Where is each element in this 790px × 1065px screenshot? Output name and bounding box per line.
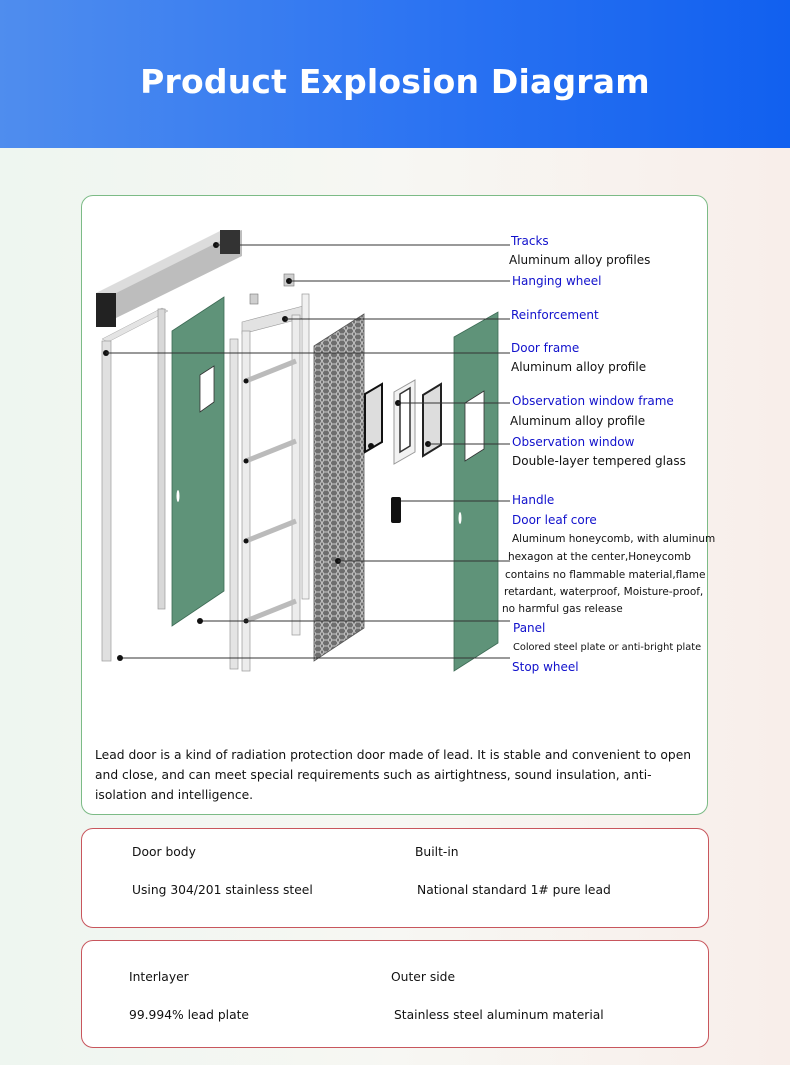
- label-observation-window: Observation window: [512, 435, 635, 449]
- spec-heading-left: Interlayer: [129, 970, 189, 984]
- observation-window-part: [365, 380, 441, 464]
- desc-core-line-3: contains no flammable material,flame: [505, 569, 706, 581]
- desc-door-frame: Aluminum alloy profile: [511, 360, 647, 374]
- desc-core-line-1: Aluminum honeycomb, with aluminum: [512, 533, 716, 545]
- label-handle: Handle: [512, 493, 555, 507]
- door-frame-part: [102, 308, 168, 661]
- spec-value-right: Stainless steel aluminum material: [394, 1008, 604, 1022]
- desc-core-line-2: hexagon at the center,Honeycomb: [508, 551, 691, 563]
- desc-panel: Colored steel plate or anti-bright plate: [513, 642, 702, 653]
- handle-part: [391, 497, 401, 523]
- outer-panel-part: [454, 312, 498, 671]
- label-door-leaf-core: Door leaf core: [512, 513, 597, 527]
- spec-card-2: [81, 940, 709, 1048]
- spec-value-left: Using 304/201 stainless steel: [132, 883, 313, 897]
- desc-tracks: Aluminum alloy profiles: [509, 253, 651, 267]
- label-tracks: Tracks: [511, 234, 549, 248]
- desc-observation-window-frame: Aluminum alloy profile: [510, 414, 646, 428]
- label-stop-wheel: Stop wheel: [512, 660, 579, 674]
- desc-observation-window: Double-layer tempered glass: [512, 454, 686, 468]
- spec-value-left: 99.994% lead plate: [129, 1008, 249, 1022]
- spec-heading-right: Outer side: [391, 970, 456, 984]
- header-banner: [0, 0, 790, 148]
- desc-core-line-4: retardant, waterproof, Moisture-proof,: [504, 586, 704, 598]
- honeycomb-core-part: [314, 314, 364, 661]
- product-description: Lead door is a kind of radiation protection door made of lead. It is stable and convenient to open and close, and can meet special requirements such as airtightness, sound insulation, anti-isolation and intelligence.: [95, 748, 692, 802]
- label-observation-window-frame: Observation window frame: [512, 394, 674, 408]
- label-door-frame: Door frame: [511, 341, 580, 355]
- inner-panel-part: [172, 297, 224, 626]
- spec-heading-right: Built-in: [415, 845, 459, 859]
- spec-value-right: National standard 1# pure lead: [417, 883, 611, 897]
- label-hanging-wheel: Hanging wheel: [512, 274, 602, 288]
- reinforcement-part: [230, 294, 309, 671]
- desc-core-line-5: no harmful gas release: [502, 603, 623, 615]
- spec-heading-left: Door body: [132, 845, 196, 859]
- label-reinforcement: Reinforcement: [511, 308, 599, 322]
- hanging-wheel-part: [250, 274, 294, 304]
- page-title: Product Explosion Diagram: [140, 62, 650, 101]
- explosion-diagram-panel: [81, 195, 716, 815]
- spec-card-1: [81, 828, 709, 928]
- label-panel: Panel: [513, 621, 546, 635]
